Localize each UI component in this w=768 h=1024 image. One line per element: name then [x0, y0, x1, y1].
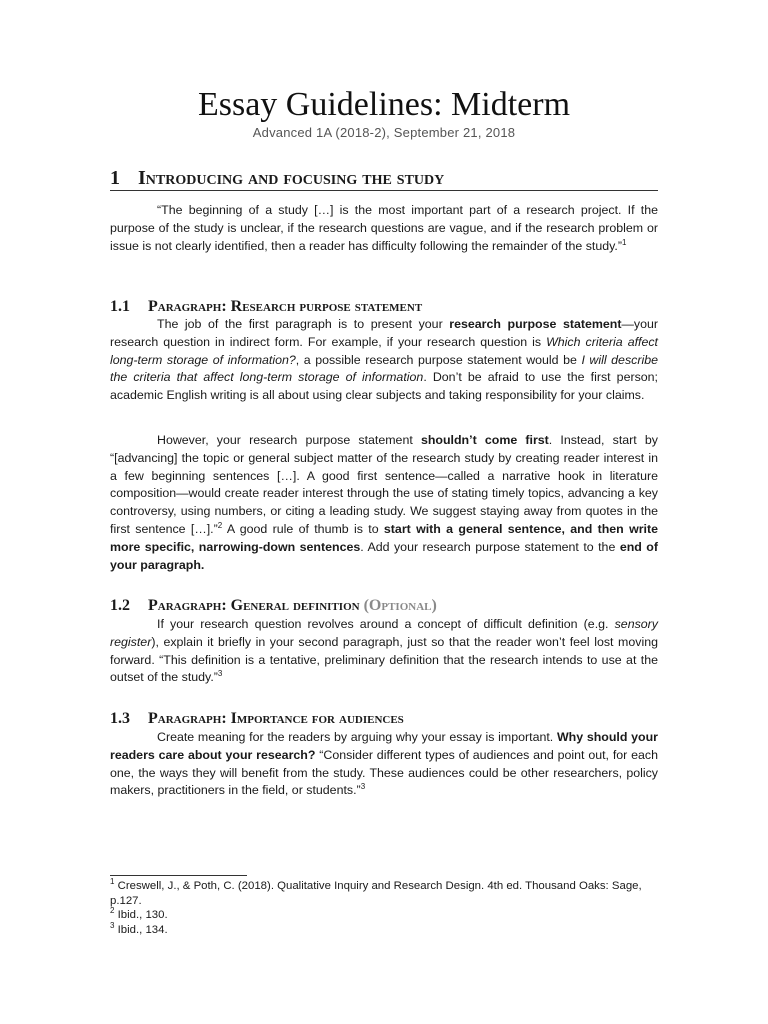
purpose-statement-paragraph — [110, 316, 658, 405]
bold-run: start with a general sentence, and then write more specific, narrowing-down sentences — [110, 521, 658, 554]
italic-run: I will describe the criteria that affect long-term storage of information — [110, 352, 658, 385]
footnote-text: Ibid., 134. — [114, 924, 168, 936]
footnote-1 — [110, 879, 658, 909]
text-run: However, your research purpose statement — [157, 433, 421, 447]
subsection-title: Paragraph: Research purpose statement — [148, 298, 423, 315]
quote-text: “The beginning of a study […] is the most important part of a research project. If the purpose of the study is unclear, if the research questions are vague, and if the research problem or issue is not clearly identified, then a reader has difficulty following the remainder of the study.” — [110, 203, 658, 253]
text-run: ), explain it briefly in your second paragraph, just so that the reader won’t feel lost moving forward. “This definition is a tentative, preliminary definition that the research intends to use at the outset of the study.” — [110, 634, 658, 685]
footnote-ref: 1 — [621, 237, 627, 247]
bold-run: end of your paragraph. — [110, 539, 658, 572]
text-run: . Don’t be afraid to use the first person; academic English writing is all about using clear subjects and taking responsibility for your claims. — [110, 370, 659, 403]
subsection-title: Paragraph: General definition — [148, 597, 360, 614]
subsection-1-3-heading — [110, 709, 658, 729]
footnote-divider — [110, 875, 247, 876]
general-definition-paragraph — [110, 616, 658, 687]
text-run: —your research question in indirect form. For example, if your research question is — [110, 317, 658, 349]
optional-label: (Optional) — [363, 597, 437, 614]
footnote-mark: 1 — [110, 877, 115, 886]
text-run: . Add your research purpose statement to the — [360, 539, 620, 554]
section-title: Introducing and focusing the study — [138, 167, 445, 189]
text-run: Create meaning for the readers by arguing why your essay is important. — [157, 730, 557, 744]
first-sentence-paragraph — [110, 432, 658, 574]
text-run: “Consider different types of audiences and point out, for each one, the ways they will benefit from the study. These audiences could be other researchers, policy makers, practitioners in the field, or students.” — [110, 747, 658, 798]
subsection-title: Paragraph: Importance for audiences — [148, 710, 404, 727]
subsection-1-1-heading — [110, 297, 658, 317]
section-number: 1 — [110, 167, 120, 189]
document-subtitle: Advanced 1A (2018-2), September 21, 2018 — [252, 125, 516, 140]
italic-run: Which criteria affect long-term storage of information? — [110, 334, 658, 367]
bold-run: research purpose statement — [449, 317, 622, 331]
intro-quote-paragraph — [110, 202, 658, 255]
subsection-number: 1.3 — [110, 710, 130, 727]
text-run: A good rule of thumb is to — [222, 521, 384, 536]
footnote-ref: 2 — [217, 520, 223, 530]
subsection-number: 1.2 — [110, 597, 130, 614]
footnote-mark: 3 — [110, 921, 115, 930]
bold-run: Why should your readers care about your research? — [110, 730, 658, 762]
audiences-paragraph — [110, 729, 658, 800]
footnote-ref: 3 — [360, 782, 366, 792]
footnote-mark: 2 — [110, 906, 115, 915]
italic-run: sensory register — [110, 617, 658, 649]
footnote-3 — [110, 923, 658, 938]
text-run: If your research question revolves around a concept of difficult definition (e.g. — [157, 617, 615, 631]
subsection-number: 1.1 — [110, 298, 130, 315]
section-1-heading — [110, 166, 658, 191]
footnote-text: Ibid., 130. — [114, 909, 168, 921]
document-title: Essay Guidelines: Midterm — [197, 86, 571, 123]
footnote-ref: 3 — [217, 669, 223, 679]
bold-run: shouldn’t come first — [420, 433, 549, 447]
footnote-text: Creswell, J., & Poth, C. (2018). Qualitative Inquiry and Research Design. 4th ed. Thousand Oaks: Sage, p.127. — [110, 880, 642, 907]
text-run: , a possible research purpose statement would be — [295, 352, 582, 367]
text-run: . Instead, start by “[advancing] the topic or general subject matter of the research study by creating reader interest in a few beginning sentences […]. A good first sentence—called a narrative hook in literature composition—would create reader interest through the use of stating timely topics, advancing a key controversy, using numbers, or citing a leading study. We suggest staying away from quotes in the first sentence […].” — [110, 433, 658, 536]
text-run: The job of the first paragraph is to present your — [157, 317, 450, 331]
subsection-1-2-heading — [110, 596, 658, 616]
footnote-2 — [110, 908, 658, 923]
